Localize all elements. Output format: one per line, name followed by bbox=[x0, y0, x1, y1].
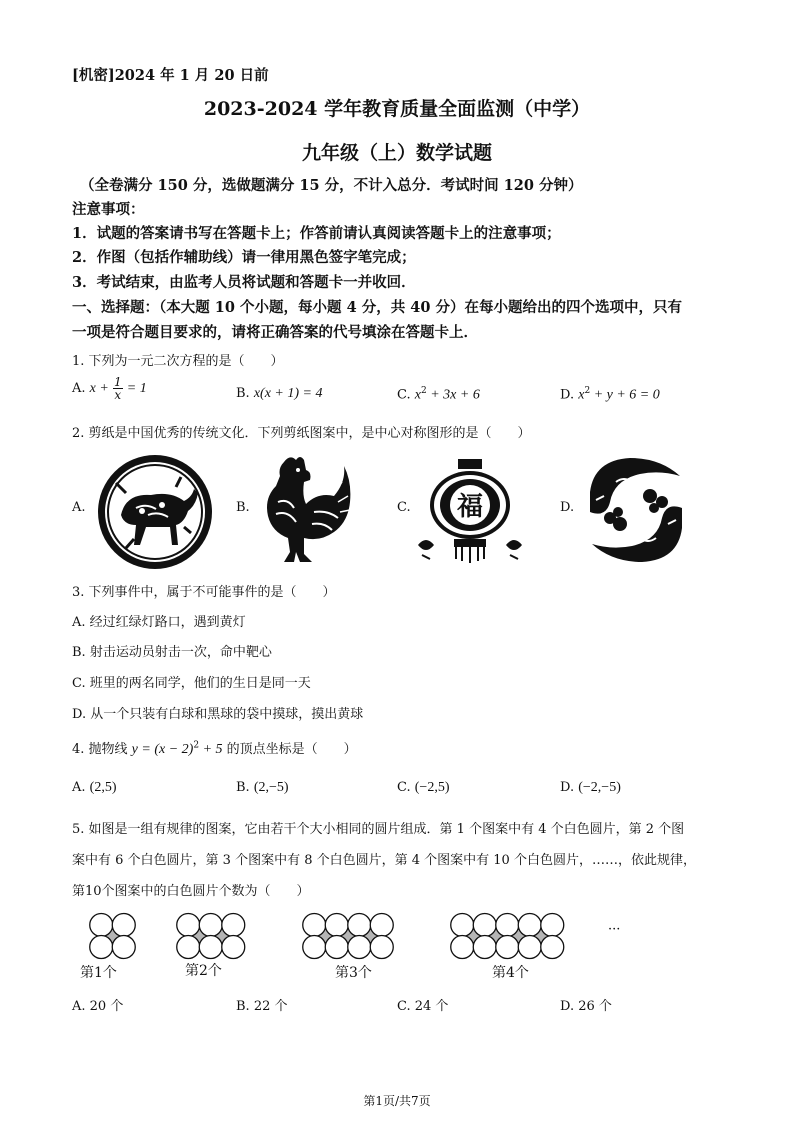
option-label: C. bbox=[397, 387, 411, 403]
fraction-denominator: x bbox=[114, 388, 122, 402]
white-disc bbox=[90, 936, 113, 959]
q2-stem: 2. 剪纸是中国优秀的传统文化．下列剪纸图案中，是中心对称图形的是（ ） bbox=[72, 426, 531, 441]
pattern-ellipsis: ··· bbox=[608, 922, 621, 937]
white-disc bbox=[303, 914, 326, 937]
white-disc bbox=[177, 914, 200, 937]
math-expr: x + bbox=[89, 381, 109, 396]
white-disc bbox=[541, 914, 564, 937]
q2-label-d: D. bbox=[560, 500, 575, 515]
white-disc bbox=[222, 914, 245, 937]
note-item: 3．考试结束，由监考人员将试题和答题卡一并收回． bbox=[72, 274, 416, 291]
white-disc bbox=[473, 936, 496, 959]
option-label: A. bbox=[72, 780, 86, 795]
figure-label-4: 第4个 bbox=[492, 965, 529, 981]
white-disc bbox=[222, 936, 245, 959]
exponent: 2 bbox=[584, 386, 591, 396]
white-disc bbox=[541, 936, 564, 959]
math-expr: = 1 bbox=[126, 381, 147, 396]
white-disc bbox=[199, 936, 222, 959]
white-disc bbox=[473, 914, 496, 937]
q4-stem-text: 4. 抛物线 bbox=[72, 742, 132, 757]
page-footer: 第1页/共7页 bbox=[363, 1094, 431, 1108]
exam-info: （全卷满分 150 分，选做题满分 15 分，不计入总分．考试时间 120 分钟） bbox=[80, 177, 583, 194]
q5-stem-line1: 5. 如图是一组有规律的图案，它由若干个大小相同的圆片组成．第 1 个图案中有 4 个白色圆片，第 2 个图 bbox=[72, 822, 685, 837]
figure-label-2: 第2个 bbox=[185, 963, 222, 979]
option-label: D. bbox=[560, 780, 575, 795]
math-expr: (−2,−5) bbox=[578, 780, 621, 795]
q5-option-b: B. 22 个 bbox=[236, 999, 288, 1014]
math-expr: (2,5) bbox=[89, 780, 117, 795]
exponent: 2 bbox=[193, 740, 200, 751]
white-disc bbox=[325, 914, 348, 937]
math-expr: + 3x + 6 bbox=[426, 387, 480, 403]
q3-option-c: C. 班里的两名同学，他们的生日是同一天 bbox=[72, 676, 311, 691]
q2-label-c: C. bbox=[397, 500, 411, 515]
option-label: B. bbox=[236, 386, 250, 401]
q3-stem: 3. 下列事件中，属于不可能事件的是（ ） bbox=[72, 585, 336, 600]
math-expr: x bbox=[578, 387, 585, 403]
math-expr: (−2,5) bbox=[414, 780, 450, 795]
white-disc bbox=[348, 914, 371, 937]
q4-stem-text: 的顶点坐标是（ ） bbox=[222, 742, 357, 757]
option-label: D. bbox=[560, 387, 575, 403]
white-disc bbox=[112, 936, 135, 959]
white-disc bbox=[303, 936, 326, 959]
q5-option-d: D. 26 个 bbox=[560, 999, 612, 1014]
math-expr: y = (x − 2) bbox=[131, 742, 194, 757]
q5-option-c: C. 24 个 bbox=[397, 999, 449, 1014]
white-disc bbox=[518, 936, 541, 959]
white-disc bbox=[112, 914, 135, 937]
q5-stem-line3: 第10个图案中的白色圆片个数为（ ） bbox=[72, 884, 310, 899]
white-disc bbox=[451, 936, 474, 959]
white-disc bbox=[199, 914, 222, 937]
section-heading-line2: 一项是符合题目要求的，请将正确答案的代号填涂在答题卡上． bbox=[72, 324, 478, 341]
math-expr: + 5 bbox=[199, 742, 223, 757]
white-disc bbox=[90, 914, 113, 937]
math-expr: + y + 6 = 0 bbox=[590, 387, 660, 403]
q1-stem: 1. 下列为一元二次方程的是（ ） bbox=[72, 354, 284, 369]
option-label: B. bbox=[236, 780, 250, 795]
q5-option-a: A. 20 个 bbox=[72, 999, 124, 1014]
white-disc bbox=[325, 936, 348, 959]
white-disc bbox=[496, 936, 519, 959]
option-label: C. bbox=[397, 780, 411, 795]
q2-label-a: A. bbox=[72, 500, 86, 515]
white-disc bbox=[370, 914, 393, 937]
fraction-numerator: 1 bbox=[113, 375, 122, 389]
white-disc bbox=[370, 936, 393, 959]
note-item: 1．试题的答案请书写在答题卡上；作答前请认真阅读答题卡上的注意事项； bbox=[72, 225, 561, 242]
option-label: A. bbox=[72, 381, 86, 396]
notes-heading: 注意事项： bbox=[72, 201, 145, 218]
exam-title: 2023-2024 学年教育质量全面监测（中学） bbox=[203, 98, 591, 120]
white-disc bbox=[451, 914, 474, 937]
white-disc bbox=[496, 914, 519, 937]
white-disc bbox=[177, 936, 200, 959]
exponent: 2 bbox=[420, 386, 427, 396]
q3-option-b: B. 射击运动员射击一次，命中靶心 bbox=[72, 645, 272, 660]
math-expr: x bbox=[414, 387, 421, 403]
exam-subtitle: 九年级（上）数学试题 bbox=[301, 142, 492, 164]
q2-label-b: B. bbox=[236, 500, 250, 515]
q5-stem-line2: 案中有 6 个白色圆片，第 3 个图案中有 8 个白色圆片，第 4 个图案中有 10 个白色圆片，……，依此规律， bbox=[72, 853, 696, 868]
white-disc bbox=[518, 914, 541, 937]
math-expr: x(x + 1) = 4 bbox=[253, 386, 323, 401]
q3-option-d: D. 从一个只装有白球和黑球的袋中摸球，摸出黄球 bbox=[72, 707, 364, 722]
figure-label-1: 第1个 bbox=[80, 965, 117, 981]
note-item: 2．作图（包括作辅助线）请一律用黑色签字笔完成； bbox=[72, 249, 416, 266]
math-expr: (2,−5) bbox=[253, 780, 289, 795]
confidential-note: [机密]2024 年 1 月 20 日前 bbox=[72, 67, 269, 84]
lantern-character: 福 bbox=[456, 492, 484, 522]
figure-label-3: 第3个 bbox=[335, 965, 372, 981]
white-disc bbox=[348, 936, 371, 959]
q3-option-a: A. 经过红绿灯路口，遇到黄灯 bbox=[72, 615, 246, 630]
section-heading-line1: 一、选择题：（本大题 10 个小题，每小题 4 分，共 40 分）在每小题给出的四个选项中，只有 bbox=[72, 299, 682, 316]
